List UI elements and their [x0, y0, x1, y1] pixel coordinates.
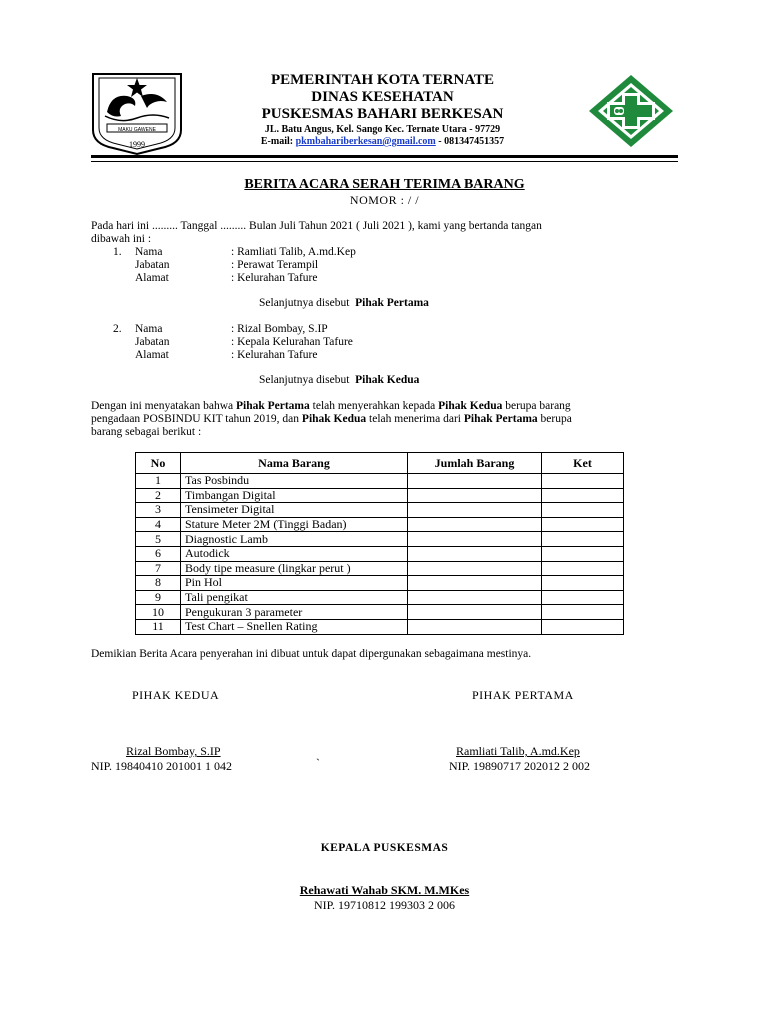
row-notes: [542, 619, 624, 634]
party2-referred: Selanjutnya disebut Pihak Kedua: [259, 374, 420, 386]
statement-line-3: barang sebagai berikut :: [91, 426, 202, 438]
intro-line-1: Pada hari ini ......... Tanggal ......... Bulan Juli Tahun 2021 ( Juli 2021 ), kami yang bertanda tangan: [91, 220, 542, 232]
head-signer-role: KEPALA PUSKESMAS: [320, 842, 449, 854]
row-quantity: [408, 532, 542, 547]
party2-address: : Kelurahan Tafure: [231, 349, 318, 361]
phone-number: - 081347451357: [435, 136, 505, 147]
party1-index: 1.: [113, 246, 122, 258]
row-item-name: Autodick: [181, 546, 408, 561]
header-department: DINAS KESEHATAN: [311, 89, 454, 105]
party2-name: : Rizal Bombay, S.IP: [231, 323, 328, 335]
table-row: [136, 517, 624, 532]
row-no: 4: [136, 517, 181, 532]
row-quantity: [408, 576, 542, 591]
row-notes: [542, 590, 624, 605]
left-signer-role: PIHAK KEDUA: [132, 688, 220, 702]
statement-line-1: Dengan ini menyatakan bahwa Pihak Pertama telah menyerahkan kepada Pihak Kedua berupa barang: [91, 400, 571, 412]
left-signer-nip: NIP. 19840410 201001 1 042: [91, 759, 233, 773]
table-row: [136, 532, 624, 547]
header-contact: [230, 136, 535, 147]
row-notes: [542, 576, 624, 591]
row-notes: [542, 605, 624, 620]
table-row: [136, 561, 624, 576]
seal-year: 1999: [129, 140, 145, 149]
party1-name-label: Nama: [135, 246, 163, 258]
party1-name: : Ramliati Talib, A.md.Kep: [231, 246, 356, 258]
row-no: 8: [136, 576, 181, 591]
party1-referred: Selanjutnya disebut Pihak Pertama: [259, 297, 429, 309]
party2-position-label: Jabatan: [135, 336, 170, 348]
row-quantity: [408, 605, 542, 620]
row-item-name: Diagnostic Lamb: [181, 532, 408, 547]
row-item-name: Body tipe measure (lingkar perut ): [181, 561, 408, 576]
health-cross-logo: [587, 73, 675, 149]
row-notes: [542, 517, 624, 532]
row-no: 3: [136, 503, 181, 518]
row-notes: [542, 561, 624, 576]
row-item-name: Pengukuran 3 parameter: [181, 605, 408, 620]
right-signer-role: PIHAK PERTAMA: [472, 688, 574, 702]
left-signer-name: Rizal Bombay, S.IP: [126, 744, 221, 758]
header-no: No: [136, 453, 181, 474]
head-signer-name-wrap: [91, 883, 678, 898]
party1-position-label: Jabatan: [135, 259, 170, 271]
right-signer-nip: NIP. 19890717 202012 2 002: [449, 759, 591, 773]
statement-line-2: pengadaan POSBINDU KIT tahun 2019, dan Pihak Kedua telah menerima dari Pihak Pertama berupa: [91, 413, 572, 425]
row-item-name: Tali pengikat: [181, 590, 408, 605]
party2-name-label: Nama: [135, 323, 163, 335]
party2-address-label: Alamat: [135, 349, 169, 361]
table-row: [136, 546, 624, 561]
email-link[interactable]: pkmbahariberkesan@gmail.com: [295, 136, 436, 147]
row-quantity: [408, 619, 542, 634]
header-notes: Ket: [542, 453, 624, 474]
row-item-name: Tensimeter Digital: [181, 503, 408, 518]
row-quantity: [408, 590, 542, 605]
row-quantity: [408, 488, 542, 503]
city-seal-logo: [91, 72, 183, 156]
table-row: [136, 488, 624, 503]
document-title: BERITA ACARA SERAH TERIMA BARANG: [244, 177, 525, 192]
right-signer-name: Ramliati Talib, A.md.Kep: [456, 744, 580, 758]
closing-statement: Demikian Berita Acara penyerahan ini dibuat untuk dapat dipergunakan sebagaimana mestinya.: [91, 648, 532, 660]
table-row: [136, 590, 624, 605]
intro-line-2: dibawah ini :: [91, 233, 152, 245]
header-rule-thick: [91, 155, 678, 158]
email-label: E-mail:: [260, 136, 294, 147]
table-row: [136, 619, 624, 634]
header-government: PEMERINTAH KOTA TERNATE: [270, 72, 495, 88]
row-no: 1: [136, 474, 181, 489]
header-address: JL. Batu Angus, Kel. Sango Kec. Ternate Utara - 97729: [264, 124, 501, 135]
table-row: [136, 474, 624, 489]
table-row: [136, 576, 624, 591]
table-row: [136, 503, 624, 518]
row-quantity: [408, 503, 542, 518]
row-notes: [542, 503, 624, 518]
header-puskesmas: PUSKESMAS BAHARI BERKESAN: [261, 106, 504, 122]
row-notes: [542, 488, 624, 503]
row-item-name: Timbangan Digital: [181, 488, 408, 503]
table-header-row: [136, 453, 624, 474]
row-notes: [542, 546, 624, 561]
row-no: 2: [136, 488, 181, 503]
party1-address: : Kelurahan Tafure: [231, 272, 318, 284]
row-quantity: [408, 474, 542, 489]
party2-index: 2.: [113, 323, 122, 335]
document-number: NOMOR : / /: [349, 193, 420, 207]
items-table-body: [136, 474, 624, 635]
stray-tick-mark: `: [316, 756, 320, 770]
head-signer-nip: NIP. 19710812 199303 2 006: [313, 898, 455, 912]
row-item-name: Tas Posbindu: [181, 474, 408, 489]
row-no: 10: [136, 605, 181, 620]
party1-address-label: Alamat: [135, 272, 169, 284]
row-notes: [542, 532, 624, 547]
row-item-name: Test Chart – Snellen Rating: [181, 619, 408, 634]
items-table: [135, 452, 624, 635]
row-no: 5: [136, 532, 181, 547]
row-item-name: Stature Meter 2M (Tinggi Badan): [181, 517, 408, 532]
seal-motto: MAKU GAWENE: [118, 127, 156, 133]
row-no: 9: [136, 590, 181, 605]
row-no: 7: [136, 561, 181, 576]
row-quantity: [408, 546, 542, 561]
row-item-name: Pin Hol: [181, 576, 408, 591]
row-quantity: [408, 517, 542, 532]
party1-position: : Perawat Terampil: [231, 259, 319, 271]
header-rule-thin: [91, 161, 678, 162]
party2-position: : Kepala Kelurahan Tafure: [231, 336, 353, 348]
row-notes: [542, 474, 624, 489]
row-quantity: [408, 561, 542, 576]
head-signer-name: Rehawati Wahab SKM. M.MKes: [299, 883, 470, 897]
header-quantity: Jumlah Barang: [408, 453, 542, 474]
table-row: [136, 605, 624, 620]
row-no: 11: [136, 619, 181, 634]
header-item-name: Nama Barang: [181, 453, 408, 474]
row-no: 6: [136, 546, 181, 561]
